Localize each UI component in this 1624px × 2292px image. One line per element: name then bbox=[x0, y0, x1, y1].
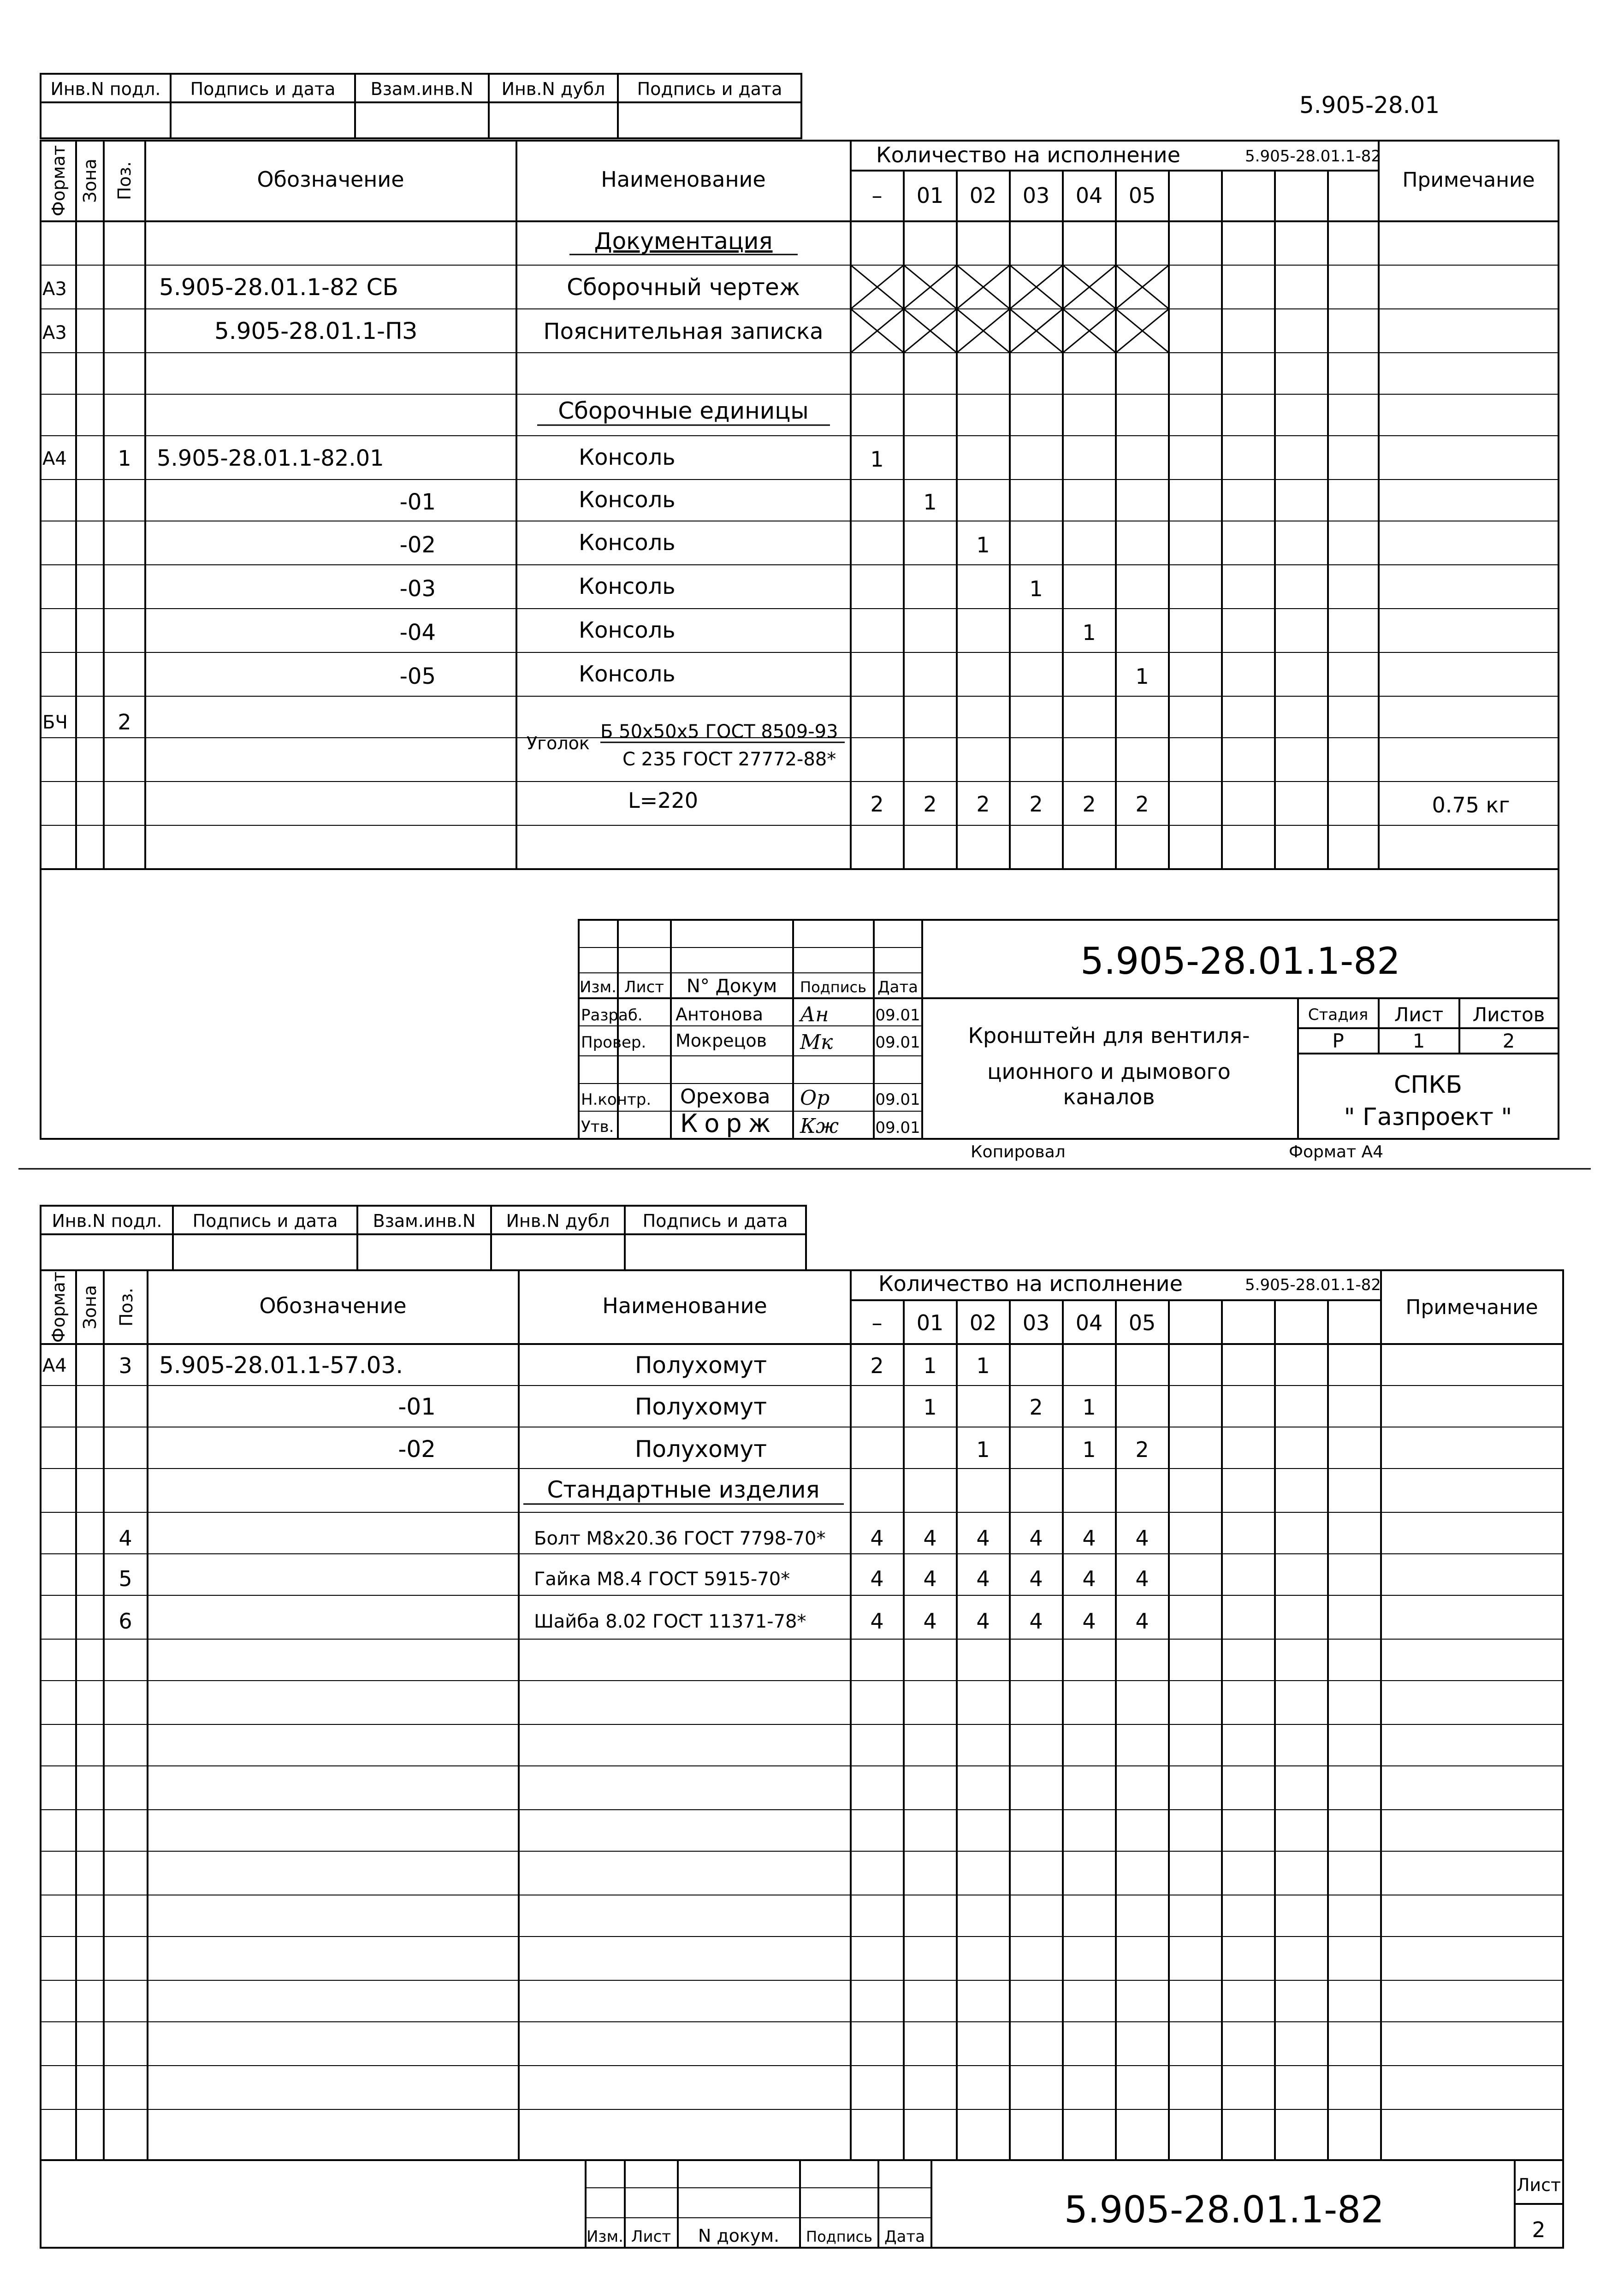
qty-cell: 4 bbox=[1082, 1566, 1096, 1591]
note-cell: 0.75 кг bbox=[1432, 793, 1510, 817]
stamp-inv-podl: Инв.N подл. bbox=[50, 79, 161, 99]
tb-col-sign: Подпись bbox=[800, 978, 866, 996]
stamp-inv-podl: Инв.N подл. bbox=[52, 1211, 162, 1231]
tb-col-date: Дата bbox=[884, 2227, 925, 2246]
header-note: Примечание bbox=[1402, 168, 1535, 192]
name-cell: Консоль bbox=[579, 530, 676, 556]
name-cell: Консоль bbox=[579, 444, 676, 470]
stamp-vzam-inv: Взам.инв.N bbox=[373, 1211, 476, 1231]
header-note: Примечание bbox=[1405, 1296, 1538, 1319]
qty-cell: 1 bbox=[976, 1437, 990, 1462]
designation-cell: 5.905-28.01.1-57.03. bbox=[159, 1352, 403, 1379]
format-cell: А3 bbox=[42, 322, 67, 344]
tb-col-doc: N° Докум bbox=[686, 976, 777, 997]
date: 09.01 bbox=[875, 1033, 920, 1052]
tb-col-doc: N докум. bbox=[698, 2226, 780, 2246]
exec-col: 02 bbox=[969, 183, 997, 208]
qty-cell: 1 bbox=[976, 533, 990, 557]
qty-cell: 1 bbox=[923, 1353, 937, 1378]
product-title-line-1: Кронштейн для вентиля- bbox=[968, 1023, 1250, 1048]
name-cell: Полухомут bbox=[634, 1352, 767, 1379]
stamp-inv-dubl: Инв.N дубл bbox=[506, 1211, 610, 1231]
header-zone: Зона bbox=[80, 159, 100, 203]
designation-cell: 5.905-28.01.1-ПЗ bbox=[214, 318, 417, 344]
person: Корж bbox=[680, 1109, 777, 1138]
name-cell: Консоль bbox=[579, 617, 676, 643]
exec-col: 03 bbox=[1022, 183, 1050, 208]
designation-cell: -05 bbox=[399, 663, 436, 689]
stamp-sign-date: Подпись и дата bbox=[190, 79, 336, 99]
stamp-sign-date: Подпись и дата bbox=[192, 1211, 338, 1231]
qty-cell: 1 bbox=[1029, 576, 1043, 601]
name-cell: Полухомут bbox=[634, 1393, 767, 1420]
name-cell: Болт М8х20.36 ГОСТ 7798-70* bbox=[534, 1528, 826, 1549]
name-cell: Консоль bbox=[579, 661, 676, 687]
header-qty-title: Количество на исполнение bbox=[878, 1271, 1183, 1296]
footer-format: Формат А4 bbox=[1289, 1143, 1384, 1161]
exec-col: – bbox=[871, 183, 883, 208]
stamp-vzam-inv: Взам.инв.N bbox=[370, 79, 474, 99]
org-name-1: СПКБ bbox=[1393, 1071, 1463, 1099]
qty-cell: 2 bbox=[1135, 792, 1149, 817]
qty-cell: 4 bbox=[1135, 1609, 1149, 1634]
exec-col: 04 bbox=[1075, 183, 1103, 208]
sheet-label: Лист bbox=[1394, 1003, 1444, 1026]
angle-spec-2: С 235 ГОСТ 27772-88* bbox=[622, 749, 836, 770]
qty-cell: 4 bbox=[923, 1609, 937, 1634]
qty-cell: 4 bbox=[1029, 1609, 1043, 1634]
qty-cell: 4 bbox=[870, 1526, 884, 1551]
pos-cell: 3 bbox=[119, 1353, 132, 1378]
header-format: Формат bbox=[48, 1271, 69, 1343]
pos-cell: 2 bbox=[118, 710, 131, 734]
format-cell: А3 bbox=[42, 278, 67, 300]
qty-cell: 2 bbox=[870, 1353, 884, 1378]
qty-cell: 2 bbox=[1082, 792, 1096, 817]
qty-cell: 4 bbox=[870, 1609, 884, 1634]
top-reference: 5.905-28.01 bbox=[1299, 92, 1440, 118]
role: Разраб. bbox=[581, 1006, 643, 1025]
header-name: Наименование bbox=[602, 1293, 767, 1318]
angle-spec-1: Б 50х50х5 ГОСТ 8509-93 bbox=[600, 721, 838, 742]
sheet-label: Лист bbox=[1516, 2175, 1561, 2195]
org-name-2: " Газпроект " bbox=[1344, 1103, 1512, 1131]
sheets-value: 2 bbox=[1502, 1030, 1515, 1052]
name-cell: Полухомут bbox=[634, 1436, 767, 1463]
header-name: Наименование bbox=[601, 167, 766, 192]
qty-cell: 4 bbox=[923, 1566, 937, 1591]
header-qty-ref: 5.905-28.01.1-82 bbox=[1245, 1276, 1381, 1294]
qty-cell: 4 bbox=[976, 1526, 990, 1551]
header-qty-title: Количество на исполнение bbox=[876, 142, 1180, 167]
qty-cell: 1 bbox=[976, 1353, 990, 1378]
qty-cell: 2 bbox=[976, 792, 990, 817]
name-cell: Сборочный чертеж bbox=[567, 274, 800, 301]
role: Провер. bbox=[581, 1033, 646, 1052]
name-cell: Консоль bbox=[579, 574, 676, 599]
designation-cell: 5.905-28.01.1-82 СБ bbox=[159, 274, 398, 301]
qty-cell: 2 bbox=[870, 792, 884, 817]
qty-cell: 4 bbox=[1082, 1526, 1096, 1551]
designation-cell: 5.905-28.01.1-82.01 bbox=[157, 445, 384, 471]
pos-cell: 5 bbox=[119, 1566, 132, 1591]
stage-value: Р bbox=[1332, 1030, 1344, 1052]
exec-col: 03 bbox=[1022, 1310, 1050, 1335]
sheet-value: 2 bbox=[1532, 2217, 1546, 2242]
stamp-sign-date-2: Подпись и дата bbox=[642, 1211, 788, 1231]
document-code: 5.905-28.01.1-82 bbox=[1080, 940, 1400, 983]
qty-cell: 4 bbox=[1135, 1566, 1149, 1591]
designation-cell: -01 bbox=[399, 489, 436, 515]
header-pos: Поз. bbox=[116, 1287, 136, 1327]
exec-col: – bbox=[871, 1310, 883, 1335]
name-cell: Гайка М8.4 ГОСТ 5915-70* bbox=[534, 1569, 790, 1590]
person: Орехова bbox=[680, 1085, 771, 1108]
tb-col-sign: Подпись bbox=[806, 2228, 872, 2245]
section-documentation: Документация bbox=[594, 228, 773, 255]
date: 09.01 bbox=[875, 1006, 920, 1025]
name-cell: Шайба 8.02 ГОСТ 11371-78* bbox=[534, 1611, 806, 1632]
sheets-label: Листов bbox=[1472, 1003, 1545, 1026]
date: 09.01 bbox=[875, 1119, 920, 1137]
qty-cell: 2 bbox=[923, 792, 937, 817]
signature: Кж bbox=[800, 1114, 839, 1138]
qty-cell: 2 bbox=[1029, 1395, 1043, 1420]
qty-cell: 1 bbox=[923, 1395, 937, 1420]
sheet-value: 1 bbox=[1412, 1030, 1425, 1052]
signature: Ан bbox=[800, 1003, 829, 1026]
stamp-sign-date-2: Подпись и дата bbox=[637, 79, 782, 99]
person: Антонова bbox=[676, 1004, 763, 1025]
exec-col: 04 bbox=[1075, 1310, 1103, 1335]
qty-cell: 4 bbox=[976, 1566, 990, 1591]
role: Утв. bbox=[581, 1118, 614, 1136]
designation-cell: -02 bbox=[399, 532, 436, 558]
product-title-line-2: ционного и дымового bbox=[987, 1059, 1231, 1084]
qty-cell: 4 bbox=[976, 1609, 990, 1634]
header-designation: Обозначение bbox=[257, 167, 404, 192]
name-cell: Пояснительная записка bbox=[543, 319, 824, 344]
qty-cell: 4 bbox=[1029, 1526, 1043, 1551]
stamp-inv-dubl: Инв.N дубл bbox=[501, 79, 605, 99]
pos-cell: 6 bbox=[119, 1609, 132, 1634]
qty-cell: 1 bbox=[1135, 664, 1149, 689]
stage-label: Стадия bbox=[1308, 1006, 1369, 1024]
format-cell: БЧ bbox=[42, 712, 68, 733]
footer-copied: Копировал bbox=[971, 1143, 1066, 1161]
tb-col-izm: Изм. bbox=[580, 978, 616, 996]
exec-col: 05 bbox=[1128, 183, 1156, 208]
exec-col: 02 bbox=[969, 1310, 997, 1335]
section-standard-items: Стандартные изделия bbox=[547, 1476, 820, 1503]
header-pos: Поз. bbox=[114, 161, 135, 201]
qty-cell: 1 bbox=[1082, 620, 1096, 645]
signature: Ор bbox=[800, 1086, 830, 1110]
tb-col-izm: Изм. bbox=[587, 2227, 623, 2246]
qty-cell: 4 bbox=[923, 1526, 937, 1551]
section-assemblies: Сборочные единицы bbox=[558, 397, 809, 424]
designation-cell: -02 bbox=[398, 1436, 436, 1463]
header-qty-ref: 5.905-28.01.1-82 bbox=[1245, 147, 1381, 166]
qty-cell: 1 bbox=[1082, 1437, 1096, 1462]
qty-cell: 4 bbox=[1029, 1566, 1043, 1591]
person: Мокрецов bbox=[676, 1031, 767, 1051]
header-zone: Зона bbox=[80, 1285, 100, 1329]
angle-length: L=220 bbox=[628, 788, 698, 813]
signature: Мк bbox=[800, 1031, 833, 1054]
name-cell: Консоль bbox=[579, 487, 676, 513]
qty-cell: 2 bbox=[1135, 1437, 1149, 1462]
tb-col-date: Дата bbox=[877, 978, 919, 996]
exec-col: 05 bbox=[1128, 1310, 1156, 1335]
pos-cell: 4 bbox=[119, 1526, 132, 1551]
qty-cell: 4 bbox=[870, 1566, 884, 1591]
role: Н.контр. bbox=[581, 1090, 652, 1109]
designation-cell: -04 bbox=[399, 620, 436, 646]
exec-col: 01 bbox=[916, 183, 944, 208]
qty-cell: 2 bbox=[1029, 792, 1043, 817]
date: 09.01 bbox=[875, 1090, 920, 1109]
qty-cell: 1 bbox=[923, 490, 937, 515]
designation-cell: -03 bbox=[399, 576, 436, 602]
tb-col-list: Лист bbox=[631, 2227, 671, 2246]
qty-cell: 1 bbox=[870, 447, 884, 472]
angle-label: Уголок bbox=[527, 733, 590, 753]
document-code: 5.905-28.01.1-82 bbox=[1064, 2188, 1384, 2231]
qty-cell: 1 bbox=[1082, 1395, 1096, 1420]
format-cell: А4 bbox=[42, 1355, 67, 1376]
header-format: Формат bbox=[48, 145, 69, 217]
pos-cell: 1 bbox=[118, 446, 131, 471]
product-title-line-3: каналов bbox=[1063, 1084, 1155, 1109]
designation-cell: -01 bbox=[398, 1393, 436, 1420]
exec-col: 01 bbox=[916, 1310, 944, 1335]
qty-cell: 4 bbox=[1135, 1526, 1149, 1551]
header-designation: Обозначение bbox=[259, 1293, 407, 1318]
qty-cell: 4 bbox=[1082, 1609, 1096, 1634]
tb-col-list: Лист bbox=[624, 978, 664, 996]
format-cell: А4 bbox=[42, 448, 67, 469]
